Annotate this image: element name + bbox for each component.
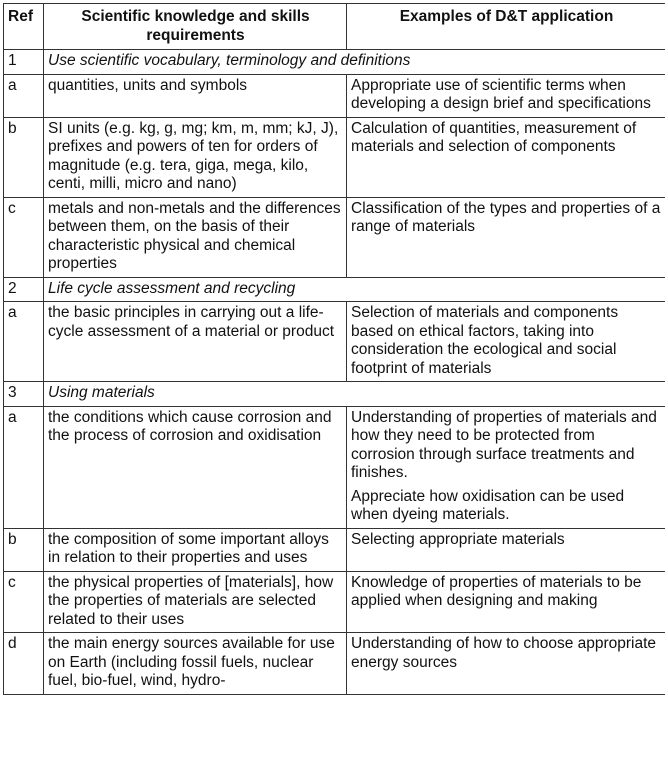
science-cell: the main energy sources available for use on Earth (including fossil fuels, nuclear fuel, bio-fuel, wind, hydro- — [44, 633, 347, 695]
application-cell — [347, 117, 666, 197]
table-row — [4, 74, 666, 117]
section-title: Use scientific vocabulary, terminology and definitions — [44, 50, 666, 75]
row-ref: a — [4, 406, 44, 528]
row-ref: b — [4, 528, 44, 571]
row-ref: d — [4, 633, 44, 695]
science-cell: SI units (e.g. kg, g, mg; km, m, mm; kJ, J), prefixes and powers of ten for orders of magnitude (e.g. tera, giga, mega, kilo, centi, milli, micro and nano) — [44, 117, 347, 197]
application-paragraph: Selection of materials and components based on ethical factors, taking into consideration the ecological and social footprint of materials — [351, 304, 619, 377]
application-cell — [347, 633, 666, 695]
application-cell — [347, 406, 666, 528]
header-science: Scientific knowledge and skills requirements — [44, 4, 347, 50]
application-paragraph: Appreciate how oxidisation can be used when dyeing materials. — [351, 487, 625, 523]
table-row — [4, 633, 666, 695]
table-header-row — [4, 4, 666, 50]
application-cell — [347, 528, 666, 571]
section-title: Life cycle assessment and recycling — [44, 277, 666, 302]
row-ref: 3 — [4, 382, 44, 407]
table-row — [4, 528, 666, 571]
application-paragraph: Selecting appropriate materials — [351, 530, 565, 548]
section-row — [4, 277, 666, 302]
application-paragraph: Calculation of quantities, measurement of materials and selection of components — [351, 119, 637, 155]
table-row — [4, 302, 666, 382]
header-ref: Ref — [4, 4, 44, 50]
header-application: Examples of D&T application — [347, 4, 666, 50]
table-row — [4, 571, 666, 633]
application-paragraph: Appropriate use of scientific terms when developing a design brief and specifications — [351, 76, 651, 112]
row-ref: a — [4, 302, 44, 382]
row-ref: a — [4, 74, 44, 117]
science-cell: the conditions which cause corrosion and the process of corrosion and oxidisation — [44, 406, 347, 528]
application-paragraph: Understanding of how to choose appropriate energy sources — [351, 635, 657, 671]
table-body — [4, 50, 666, 695]
row-ref: 1 — [4, 50, 44, 75]
application-cell — [347, 302, 666, 382]
section-title: Using materials — [44, 382, 666, 407]
science-cell: the basic principles in carrying out a life-cycle assessment of a material or product — [44, 302, 347, 382]
section-row — [4, 50, 666, 75]
application-cell — [347, 197, 666, 277]
science-cell: quantities, units and symbols — [44, 74, 347, 117]
table-row — [4, 406, 666, 528]
application-paragraph: Understanding of properties of materials and how they need to be protected from corrosion through surface treatments and finishes. — [351, 408, 657, 481]
table-row — [4, 117, 666, 197]
row-ref: c — [4, 197, 44, 277]
science-cell: metals and non-metals and the differences between them, on the basis of their characteristic physical and chemical properties — [44, 197, 347, 277]
application-cell — [347, 74, 666, 117]
section-row — [4, 382, 666, 407]
science-cell: the composition of some important alloys in relation to their properties and uses — [44, 528, 347, 571]
table-row — [4, 197, 666, 277]
row-ref: c — [4, 571, 44, 633]
application-paragraph: Knowledge of properties of materials to be applied when designing and making — [351, 573, 642, 609]
science-cell: the physical properties of [materials], how the properties of materials are selected related to their uses — [44, 571, 347, 633]
application-paragraph: Classification of the types and properties of a range of materials — [351, 199, 661, 235]
application-cell — [347, 571, 666, 633]
requirements-table — [3, 3, 665, 695]
row-ref: b — [4, 117, 44, 197]
document-page — [3, 3, 665, 784]
row-ref: 2 — [4, 277, 44, 302]
